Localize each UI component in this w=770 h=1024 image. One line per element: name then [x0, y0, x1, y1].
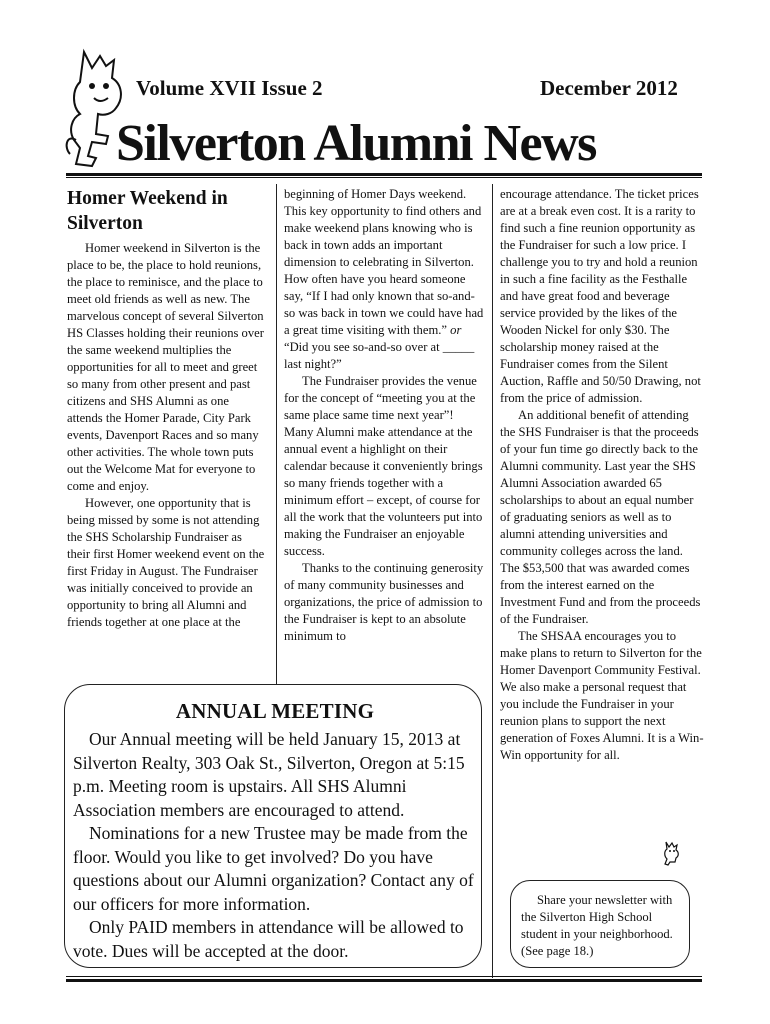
- footer-rule-thin: [66, 976, 702, 977]
- footer-rule: [66, 979, 702, 982]
- column-divider: [492, 184, 493, 978]
- article-title: Homer Weekend in Silverton: [67, 188, 228, 234]
- annual-meeting-paragraph: Our Annual meeting will be held January 15, 2013 at Silverton Realty, 303 Oak St., Silverton, Oregon at 5:15 p.m. Meeting room is upstairs. All SHS Alumni Association members are encouraged to attend.: [73, 729, 465, 820]
- article-paragraph: However, one opportunity that is being missed by some is not attending the SHS Scholarship Fundraiser as their first Homer weekend event on the first Friday in August. The Fundraiser was initially conceived to provide an opportunity to bring all Alumni and friends together at one place at the: [67, 496, 265, 629]
- annual-meeting-paragraph: Only PAID members in attendance will be allowed to vote. Dues will be accepted at the door.: [73, 917, 464, 961]
- article-column-2: [284, 186, 485, 645]
- column-divider: [276, 184, 277, 684]
- masthead-rule-thin: [66, 177, 702, 178]
- annual-meeting-title: ANNUAL MEETING: [175, 699, 375, 723]
- article-paragraph: Thanks to the continuing generosity of many community businesses and organizations, the price of admission to the Fundraiser is kept to an absolute minimum to: [284, 561, 484, 643]
- fox-mascot-small-icon: [662, 840, 682, 866]
- article-paragraph: Homer weekend in Silverton is the place to be, the place to hold reunions, the place to reminisce, and the place to meet old friends as well as new. The marvelous concept of several Silverton HS Classes holding their reunions over the same weekend multiplies the opportunities for all to meet and greet so many from other present and past citizens and SHS Alumni as one attends the Homer Parade, City Park events, Davenport Races and so many other activities. The whole town puts out the Welcome Mat for everyone to come and enjoy.: [67, 241, 264, 493]
- article-column-1: [67, 186, 267, 631]
- article-paragraph: encourage attendance. The ticket prices are at a break even cost. It is a rarity to find such a fine reunion opportunity as the Fundraiser for such a low price. I challenge you to try and hold a reunion in such a fine facility as the Festhalle and have great food and beverage service provided by the likes of the Wooden Nickel for only $30. The scholarship money raised at the Fundraiser comes from the Silent Auction, Raffle and 50/50 Drawing, not from the price of admission.: [500, 187, 701, 405]
- share-newsletter-text: Share your newsletter with the Silverton High School student in your neighborhood. (See page 18.): [521, 893, 673, 958]
- article-paragraph: The SHSAA encourages you to make plans to return to Silverton for the Homer Davenport Community Festival. We also make a personal request that you include the Fundraiser in your reunion plans to support the next generation of Foxes Alumni. It is a Win-Win opportunity for all.: [500, 629, 704, 762]
- article-paragraph: The Fundraiser provides the venue for the concept of “meeting you at the same place same time next year”! Many Alumni make attendance at the annual event a highlight on their calendar because it conveniently brings so many friends together with a minimum effort – except, of course for all the work that the volunteers put into making the Fundraiser an enjoyable success.: [284, 374, 483, 558]
- newsletter-title: Silverton Alumni News: [116, 115, 596, 172]
- article-paragraph: An additional benefit of attending the SHS Fundraiser is that the proceeds of your fun time go directly back to the Alumni community. Last year the SHS Alumni Association awarded 65 scholarships to about an equal number of graduating seniors as well as to alumni attending universities and community colleges across the land. The $53,500 that was awarded comes from the interest earned on the Investment Fund and from the proceeds of the Fundraiser.: [500, 408, 701, 626]
- masthead-rule: [66, 173, 702, 176]
- article-column-3: [500, 186, 704, 764]
- annual-meeting-paragraph: Nominations for a new Trustee may be made from the floor. Would you like to get involved? Do you have questions about our Alumni organization? Contact any of our officers for more information.: [73, 823, 474, 914]
- share-newsletter-box: [510, 880, 690, 968]
- issue-volume: Volume XVII Issue 2: [136, 76, 323, 100]
- annual-meeting-box: [64, 684, 482, 968]
- article-paragraph: beginning of Homer Days weekend. This key opportunity to find others and make weekend plans knowing who is back in town adds an important dimension to celebrating in Silverton. How often have you heard someone say, “If I had only known that so-and-so was back in town we could have had a great time visiting with them.” or “Did you see so-and-so over at _____ last night?”: [284, 187, 484, 371]
- issue-date: December 2012: [540, 76, 678, 100]
